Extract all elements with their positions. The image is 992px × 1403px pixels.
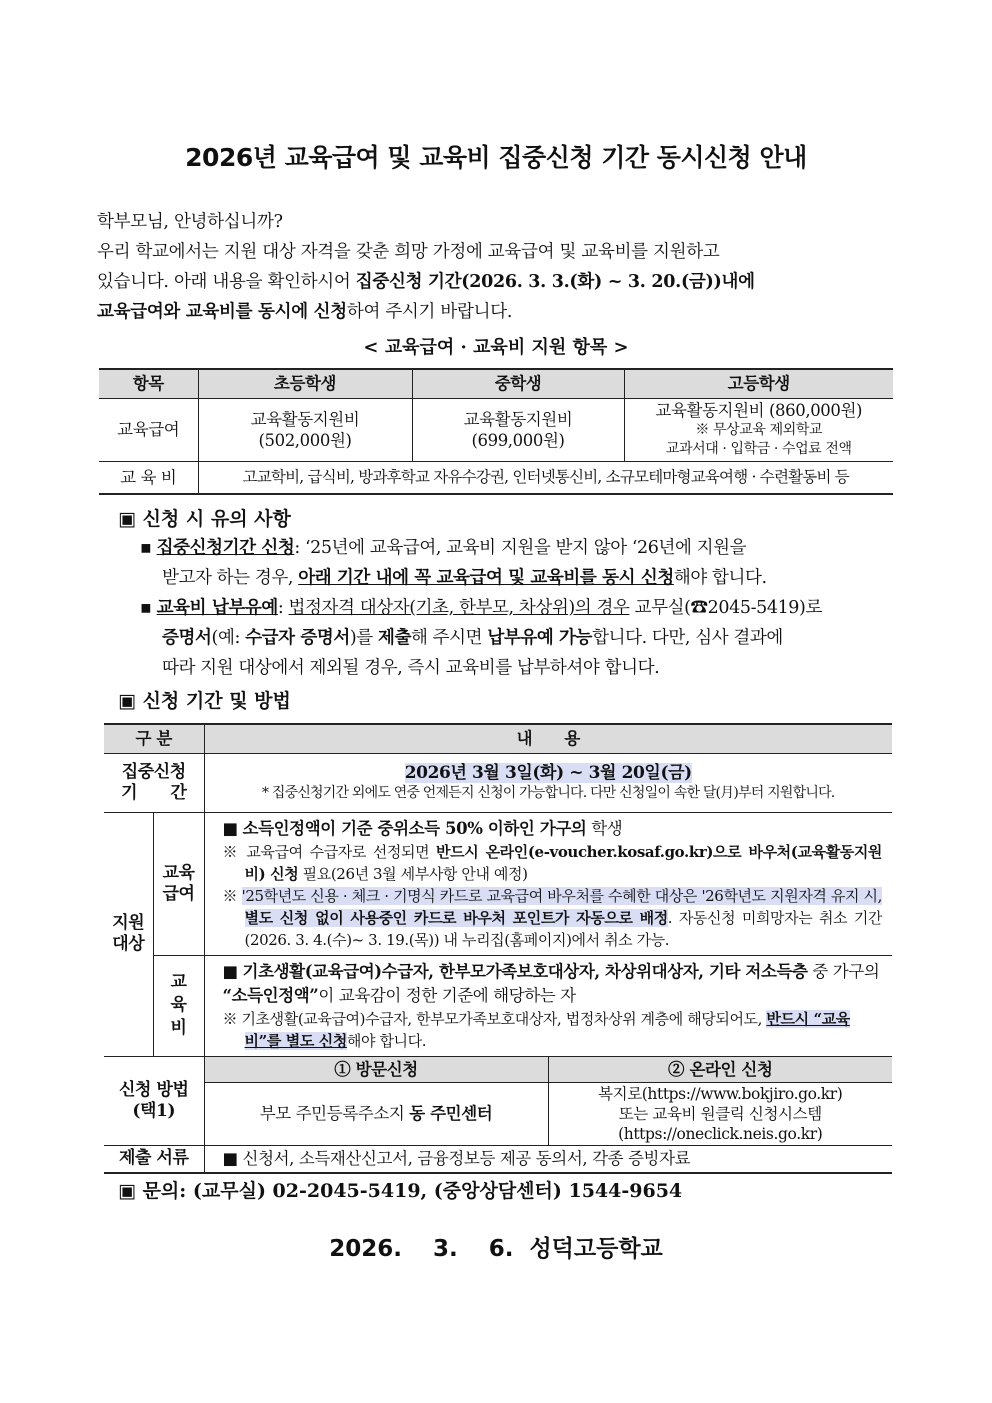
online-text: 또는 교육비 원클릭 신청시스템 xyxy=(618,1104,822,1123)
oneclick-link[interactable]: (https://oneclick.neis.go.kr) xyxy=(618,1124,823,1143)
note-text: 수급자 증명서 xyxy=(245,628,350,648)
visit-content xyxy=(204,1082,548,1145)
online-header: ② 온라인 신청 xyxy=(548,1056,892,1082)
school-name: 성덕고등학교 xyxy=(529,1236,663,1262)
note-text: : ‘25년에 교육급여, 교육비 지원을 받지 않아 ‘26년에 지원을 xyxy=(294,538,747,558)
note-emphasis: 반드시 온라인(e-voucher.kosaf.go.kr)으로 바우처(교육활동지원비) 신청 xyxy=(244,842,883,883)
intro-text: 하여 주시기 바랍니다. xyxy=(346,302,513,322)
visit-header: ① 방문신청 xyxy=(204,1056,548,1082)
note-text: 해 주시면 xyxy=(410,628,488,648)
bullet: ■ xyxy=(222,961,243,981)
label-text: 대상 xyxy=(112,934,145,954)
criteria-text: 중 가구의 xyxy=(807,961,880,981)
note-item-cont xyxy=(140,623,900,653)
note-text: 제출 xyxy=(377,628,411,648)
note-text: : xyxy=(277,598,289,618)
header-category: 구 분 xyxy=(104,724,204,753)
note-text: ※ 교육급여 수급자로 선정되면 xyxy=(222,842,437,861)
row-label: 교 육 비 xyxy=(99,461,198,494)
footer-date: 2026. 3. 6. xyxy=(329,1236,514,1262)
note-item-cont: 따라 지원 대상에서 제외될 경우, 즉시 교육비를 납부하셔야 합니다. xyxy=(162,658,660,678)
note-text: 받고자 하는 경우, xyxy=(162,568,299,588)
cell-note: 교과서대 · 입학금 · 수업료 전액 xyxy=(665,441,852,457)
label-text: 기 간 xyxy=(121,782,187,803)
target-label xyxy=(104,812,153,1056)
bullet: ■ xyxy=(222,818,243,838)
edu-pay-content xyxy=(204,812,892,955)
header-middle: 중학생 xyxy=(412,369,624,398)
label-text: 교육 xyxy=(162,862,195,883)
header-elementary: 초등학생 xyxy=(198,369,412,398)
note-emphasis: 별도 신청 없이 사용중인 카드로 바우처 포인트가 자동으로 배정 xyxy=(244,908,668,927)
header-item: 항목 xyxy=(99,369,198,398)
criteria-text: 학생 xyxy=(586,818,623,838)
footer xyxy=(0,1230,992,1263)
note-text: (예: xyxy=(211,628,246,648)
note-emphasis: 아래 기간 내에 꼭 교육급여 및 교육비를 동시 신청 xyxy=(298,568,674,588)
high-cell xyxy=(624,398,893,461)
criteria: 기초생활(교육급여)수급자, 한부모가족보호대상자, 차상위대상자, 기타 저소득층 xyxy=(242,961,808,981)
note-label: 집중신청기간 신청 xyxy=(156,538,295,558)
note-text: 교무실(☎2045-5419)로 xyxy=(629,598,822,618)
edu-cost-content xyxy=(204,955,892,1056)
note-text: 필요(26년 3월 세부사항 안내 예정) xyxy=(298,864,528,883)
note-item: ▪ 집중신청기간 신청: ‘25년에 교육급여, 교육비 지원을 받지 않아 ‘26년에 지원을 xyxy=(140,538,747,558)
note-highlight: '25학년도 신용 · 체크 · 기명식 카드로 교육급여 바우처를 수혜한 대상은 '26학년도 지원자격 유지 시, xyxy=(241,886,882,905)
intro-line: 우리 학교에서는 지원 대상 자격을 갖춘 희망 가정에 교육급여 및 교육비를 지원하고 xyxy=(97,242,720,262)
page-title: 2026년 교육급여 및 교육비 집중신청 기간 동시신청 안내 xyxy=(185,143,807,172)
visit-place: 동 주민센터 xyxy=(409,1104,493,1123)
note-item: ▪ 교육비 납부유예: 법정자격 대상자(기초, 한부모, 차상위)의 경우 교무실(☎2045-5419)로 xyxy=(140,598,822,618)
note-text: ※ 기초생활(교육급여)수급자, 한부모가족보호대상자, 법정차상위 계층에 해당되어도, xyxy=(222,1009,767,1028)
elementary-cell xyxy=(198,398,412,461)
note-text: 해야 합니다. xyxy=(346,1031,427,1050)
contact-info: ▣ 문의: (교무실) 02-2045-5419, (중앙상담센터) 1544-9654 xyxy=(118,1180,683,1202)
header-high: 고등학생 xyxy=(624,369,893,398)
cell-amount: (699,000원) xyxy=(471,430,565,450)
criteria: “소득인정액” xyxy=(222,985,319,1005)
period-cell xyxy=(204,753,892,812)
note-text: 해야 합니다. xyxy=(673,568,767,588)
cell-note: ※ 무상교육 제외학교 xyxy=(695,422,823,438)
edu-pay-label xyxy=(153,812,204,955)
section-heading: ▣ 신청 시 유의 사항 xyxy=(118,508,291,530)
edu-cost-items: 고교학비, 급식비, 방과후학교 자유수강권, 인터넷통신비, 소규모테마형교육여행 · 수련활동비 등 xyxy=(198,461,893,494)
note-text: ※ xyxy=(222,886,242,905)
intro-text: 있습니다. 아래 내용을 확인하시어 xyxy=(97,272,356,292)
support-items-table xyxy=(99,368,893,495)
intro-period: 집중신청 기간(2026. 3. 3.(화) ~ 3. 20.(금))내에 xyxy=(355,272,755,292)
criteria: 소득인정액이 기준 중위소득 50% 이하인 가구의 xyxy=(242,818,587,838)
notes-list xyxy=(140,533,900,683)
cell-amount: (502,000원) xyxy=(258,430,352,450)
label-text: (택1) xyxy=(132,1100,176,1121)
cell-text: 교육활동지원비 (860,000원) xyxy=(655,401,863,420)
note-item-cont xyxy=(140,563,900,593)
note-emphasis: 반드시 “교육비”를 별도 신청 xyxy=(244,1009,850,1050)
middle-cell xyxy=(412,398,624,461)
note-text: . 자동신청 미희망자는 취소 기간(2026. 3. 4.(수)~ 3. 19.(목)) 내 누리집(홈페이지)에서 취소 가능. xyxy=(244,908,882,949)
note-text: 납부유예 가능 xyxy=(487,628,593,648)
section-heading: ▣ 신청 기간 및 방법 xyxy=(118,690,291,712)
docs-label: 제출 서류 xyxy=(104,1145,204,1173)
intro-emphasis: 교육급여와 교육비를 동시에 신청 xyxy=(97,302,347,322)
docs-content: ■ 신청서, 소득재산신고서, 금융정보등 제공 동의서, 각종 증빙자료 xyxy=(204,1145,892,1173)
online-content xyxy=(548,1082,892,1145)
note-text: 법정자격 대상자(기초, 한부모, 차상위)의 경우 xyxy=(288,598,630,618)
how-label xyxy=(104,1056,204,1145)
table-caption: < 교육급여 · 교육비 지원 항목 > xyxy=(363,337,629,358)
visit-text: 부모 주민등록주소지 xyxy=(259,1104,410,1123)
note-text: 증명서 xyxy=(162,628,212,648)
bokjiro-link[interactable]: 복지로(https://www.bokjiro.go.kr) xyxy=(598,1084,843,1103)
label-text: 지원 xyxy=(112,913,145,933)
header-content: 내 용 xyxy=(204,724,892,753)
cell-text: 교육활동지원비 xyxy=(463,409,573,429)
note-text: 합니다. 다만, 심사 결과에 xyxy=(592,628,783,648)
label-text: 급여 xyxy=(162,883,195,904)
row-label: 교육급여 xyxy=(99,398,198,461)
period-note: * 집중신청기간 외에도 연중 언제든지 신청이 가능합니다. 다만 신청일이 속한 달(月)부터 지원합니다. xyxy=(262,784,835,801)
criteria-text: 이 교육감이 정한 기준에 해당하는 자 xyxy=(318,985,576,1005)
application-table xyxy=(104,723,892,1174)
edu-cost-label: 교육비 xyxy=(153,955,204,1056)
label-text: 집중신청 xyxy=(121,761,186,782)
cell-text: 교육활동지원비 xyxy=(250,409,360,429)
period-label xyxy=(104,753,204,812)
note-text: )를 xyxy=(349,628,378,648)
label-text: 신청 방법 xyxy=(118,1079,189,1100)
intro xyxy=(97,207,897,327)
greeting: 학부모님, 안녕하십니까? xyxy=(97,212,283,232)
note-label: 교육비 납부유예 xyxy=(156,598,278,618)
period-date: 2026년 3월 3일(화) ~ 3월 20일(금) xyxy=(404,762,692,783)
